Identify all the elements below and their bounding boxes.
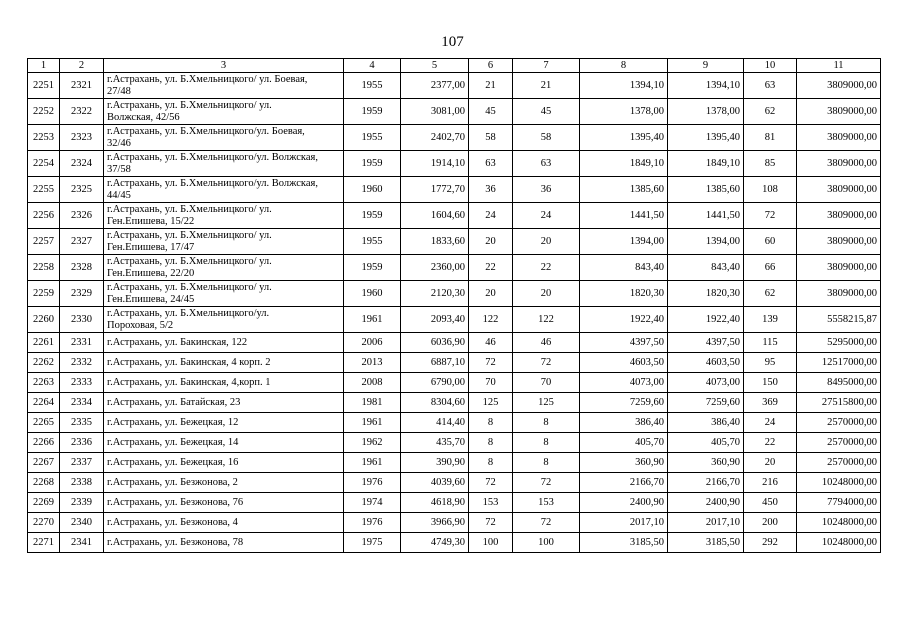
living-area-cell: 1394,10 bbox=[580, 73, 668, 99]
record-number-cell: 2337 bbox=[60, 453, 104, 473]
year-cell: 1961 bbox=[344, 413, 401, 433]
table-row bbox=[28, 373, 881, 393]
table-row bbox=[28, 493, 881, 513]
living-area-cell: 2166,70 bbox=[580, 473, 668, 493]
table-row bbox=[28, 533, 881, 553]
address-cell bbox=[104, 353, 344, 373]
area-total-cell: 6887,10 bbox=[401, 353, 469, 373]
row-index-cell: 2253 bbox=[28, 125, 60, 151]
column-header: 10 bbox=[744, 59, 797, 73]
apartments-count-cell: 8 bbox=[513, 453, 580, 473]
apartments-cell: 100 bbox=[469, 533, 513, 553]
living-area-cell: 1395,40 bbox=[580, 125, 668, 151]
apartments-count-cell: 20 bbox=[513, 229, 580, 255]
address-text: г.Астрахань, ул. Б.Хмельницкого/ул. Боевая, 32/46 bbox=[107, 125, 305, 149]
apartments-cell: 58 bbox=[469, 125, 513, 151]
area-total-cell: 4618,90 bbox=[401, 493, 469, 513]
living-area-cell: 2400,90 bbox=[580, 493, 668, 513]
column-header: 4 bbox=[344, 59, 401, 73]
address-text: г.Астрахань, ул. Бакинская, 4,корп. 1 bbox=[107, 376, 271, 388]
address-text: г.Астрахань, ул. Батайская, 23 bbox=[107, 396, 241, 408]
residents-cell: 22 bbox=[744, 433, 797, 453]
apartments-count-cell: 46 bbox=[513, 333, 580, 353]
record-number-cell: 2322 bbox=[60, 99, 104, 125]
address-text: г.Астрахань, ул. Безжонова, 76 bbox=[107, 496, 244, 508]
apartments-cell: 21 bbox=[469, 73, 513, 99]
living-area-cell: 843,40 bbox=[580, 255, 668, 281]
area-total-cell: 414,40 bbox=[401, 413, 469, 433]
row-index-cell: 2256 bbox=[28, 203, 60, 229]
area-total-cell: 2360,00 bbox=[401, 255, 469, 281]
address-text: г.Астрахань, ул. Б.Хмельницкого/ ул. Волжская, 42/56 bbox=[107, 99, 272, 123]
row-index-cell: 2259 bbox=[28, 281, 60, 307]
apartments-cell: 72 bbox=[469, 353, 513, 373]
record-number-cell: 2331 bbox=[60, 333, 104, 353]
table-row bbox=[28, 255, 881, 281]
record-number-cell: 2329 bbox=[60, 281, 104, 307]
table-row bbox=[28, 353, 881, 373]
row-index-cell: 2258 bbox=[28, 255, 60, 281]
column-header: 1 bbox=[28, 59, 60, 73]
apartments-cell: 20 bbox=[469, 281, 513, 307]
apartments-count-cell: 70 bbox=[513, 373, 580, 393]
row-index-cell: 2260 bbox=[28, 307, 60, 333]
area-total-cell: 3081,00 bbox=[401, 99, 469, 125]
table-body bbox=[28, 73, 881, 553]
apartments-cell: 36 bbox=[469, 177, 513, 203]
area-total-cell: 2377,00 bbox=[401, 73, 469, 99]
amount-cell: 2570000,00 bbox=[797, 433, 881, 453]
living-area-cell: 4603,50 bbox=[580, 353, 668, 373]
year-cell: 1960 bbox=[344, 177, 401, 203]
record-number-cell: 2333 bbox=[60, 373, 104, 393]
year-cell: 1976 bbox=[344, 513, 401, 533]
apartments-cell: 153 bbox=[469, 493, 513, 513]
row-index-cell: 2266 bbox=[28, 433, 60, 453]
address-cell bbox=[104, 393, 344, 413]
amount-cell: 3809000,00 bbox=[797, 99, 881, 125]
area-total-cell: 6036,90 bbox=[401, 333, 469, 353]
residents-cell: 66 bbox=[744, 255, 797, 281]
table-row bbox=[28, 125, 881, 151]
residents-cell: 62 bbox=[744, 99, 797, 125]
table-row bbox=[28, 229, 881, 255]
living-area-cell: 386,40 bbox=[580, 413, 668, 433]
residents-cell: 24 bbox=[744, 413, 797, 433]
apartments-cell: 8 bbox=[469, 413, 513, 433]
record-number-cell: 2335 bbox=[60, 413, 104, 433]
year-cell: 1974 bbox=[344, 493, 401, 513]
area-total-cell: 1914,10 bbox=[401, 151, 469, 177]
table-row bbox=[28, 433, 881, 453]
area-total-cell: 3966,90 bbox=[401, 513, 469, 533]
residents-cell: 150 bbox=[744, 373, 797, 393]
address-cell bbox=[104, 533, 344, 553]
year-cell: 1975 bbox=[344, 533, 401, 553]
address-cell bbox=[104, 125, 344, 151]
residents-cell: 85 bbox=[744, 151, 797, 177]
apartments-count-cell: 100 bbox=[513, 533, 580, 553]
area-total-cell: 2093,40 bbox=[401, 307, 469, 333]
address-cell bbox=[104, 433, 344, 453]
amount-cell: 5558215,87 bbox=[797, 307, 881, 333]
address-cell bbox=[104, 493, 344, 513]
address-cell bbox=[104, 413, 344, 433]
amount-cell: 10248000,00 bbox=[797, 533, 881, 553]
record-number-cell: 2338 bbox=[60, 473, 104, 493]
table-row bbox=[28, 203, 881, 229]
residents-cell: 369 bbox=[744, 393, 797, 413]
record-number-cell: 2321 bbox=[60, 73, 104, 99]
table-row bbox=[28, 513, 881, 533]
year-cell: 1959 bbox=[344, 255, 401, 281]
living-area-cell: 1441,50 bbox=[580, 203, 668, 229]
amount-cell: 3809000,00 bbox=[797, 73, 881, 99]
address-cell bbox=[104, 473, 344, 493]
column-header: 6 bbox=[469, 59, 513, 73]
apartments-count-cell: 63 bbox=[513, 151, 580, 177]
column-header: 2 bbox=[60, 59, 104, 73]
amount-cell: 27515800,00 bbox=[797, 393, 881, 413]
apartments-cell: 72 bbox=[469, 513, 513, 533]
residents-cell: 200 bbox=[744, 513, 797, 533]
apartments-count-cell: 72 bbox=[513, 473, 580, 493]
apartments-cell: 122 bbox=[469, 307, 513, 333]
address-text: г.Астрахань, ул. Бежецкая, 16 bbox=[107, 456, 239, 468]
apartments-count-cell: 36 bbox=[513, 177, 580, 203]
area-total-cell: 1604,60 bbox=[401, 203, 469, 229]
area-total-cell: 6790,00 bbox=[401, 373, 469, 393]
page-number: 107 bbox=[441, 34, 464, 50]
row-index-cell: 2268 bbox=[28, 473, 60, 493]
record-number-cell: 2323 bbox=[60, 125, 104, 151]
area-total-cell: 4039,60 bbox=[401, 473, 469, 493]
year-cell: 1959 bbox=[344, 203, 401, 229]
year-cell: 1961 bbox=[344, 307, 401, 333]
address-cell bbox=[104, 151, 344, 177]
year-cell: 1961 bbox=[344, 453, 401, 473]
residents-cell: 72 bbox=[744, 203, 797, 229]
amount-cell: 3809000,00 bbox=[797, 255, 881, 281]
row-index-cell: 2271 bbox=[28, 533, 60, 553]
living-area-2-cell: 1385,60 bbox=[668, 177, 744, 203]
address-cell bbox=[104, 453, 344, 473]
residents-cell: 81 bbox=[744, 125, 797, 151]
residents-cell: 62 bbox=[744, 281, 797, 307]
apartments-cell: 22 bbox=[469, 255, 513, 281]
amount-cell: 3809000,00 bbox=[797, 125, 881, 151]
address-text: г.Астрахань, ул. Б.Хмельницкого/ул. Волжская, 44/45 bbox=[107, 177, 318, 201]
area-total-cell: 2120,30 bbox=[401, 281, 469, 307]
address-text: г.Астрахань, ул. Б.Хмельницкого/ ул. Ген.Епишева, 22/20 bbox=[107, 255, 272, 279]
year-cell: 1955 bbox=[344, 229, 401, 255]
table-row bbox=[28, 99, 881, 125]
table-row bbox=[28, 453, 881, 473]
living-area-2-cell: 2166,70 bbox=[668, 473, 744, 493]
table-row bbox=[28, 333, 881, 353]
year-cell: 2006 bbox=[344, 333, 401, 353]
address-text: г.Астрахань, ул. Бежецкая, 14 bbox=[107, 436, 239, 448]
area-total-cell: 390,90 bbox=[401, 453, 469, 473]
residents-cell: 20 bbox=[744, 453, 797, 473]
row-index-cell: 2270 bbox=[28, 513, 60, 533]
living-area-cell: 1394,00 bbox=[580, 229, 668, 255]
residents-cell: 292 bbox=[744, 533, 797, 553]
table-row bbox=[28, 177, 881, 203]
area-total-cell: 8304,60 bbox=[401, 393, 469, 413]
apartments-count-cell: 122 bbox=[513, 307, 580, 333]
address-cell bbox=[104, 333, 344, 353]
address-text: г.Астрахань, ул. Б.Хмельницкого/ ул. Ген.Епишева, 24/45 bbox=[107, 281, 272, 305]
row-index-cell: 2267 bbox=[28, 453, 60, 473]
record-number-cell: 2327 bbox=[60, 229, 104, 255]
column-header: 3 bbox=[104, 59, 344, 73]
table-row bbox=[28, 73, 881, 99]
apartments-cell: 45 bbox=[469, 99, 513, 125]
record-number-cell: 2332 bbox=[60, 353, 104, 373]
area-total-cell: 1833,60 bbox=[401, 229, 469, 255]
row-index-cell: 2254 bbox=[28, 151, 60, 177]
address-text: г.Астрахань, ул. Б.Хмельницкого/ ул. Боевая, 27/48 bbox=[107, 73, 308, 97]
table-row bbox=[28, 413, 881, 433]
living-area-2-cell: 2017,10 bbox=[668, 513, 744, 533]
year-cell: 1976 bbox=[344, 473, 401, 493]
living-area-2-cell: 1820,30 bbox=[668, 281, 744, 307]
address-cell bbox=[104, 307, 344, 333]
living-area-cell: 1820,30 bbox=[580, 281, 668, 307]
row-index-cell: 2263 bbox=[28, 373, 60, 393]
residents-cell: 450 bbox=[744, 493, 797, 513]
residents-cell: 108 bbox=[744, 177, 797, 203]
area-total-cell: 435,70 bbox=[401, 433, 469, 453]
residents-cell: 115 bbox=[744, 333, 797, 353]
apartments-cell: 125 bbox=[469, 393, 513, 413]
table-row bbox=[28, 473, 881, 493]
address-text: г.Астрахань, ул. Бежецкая, 12 bbox=[107, 416, 239, 428]
row-index-cell: 2255 bbox=[28, 177, 60, 203]
apartments-cell: 70 bbox=[469, 373, 513, 393]
apartments-count-cell: 72 bbox=[513, 513, 580, 533]
residents-cell: 95 bbox=[744, 353, 797, 373]
apartments-count-cell: 125 bbox=[513, 393, 580, 413]
row-index-cell: 2264 bbox=[28, 393, 60, 413]
row-index-cell: 2262 bbox=[28, 353, 60, 373]
table-row bbox=[28, 281, 881, 307]
year-cell: 1960 bbox=[344, 281, 401, 307]
address-text: г.Астрахань, ул. Б.Хмельницкого/ ул. Ген.Епишева, 15/22 bbox=[107, 203, 272, 227]
living-area-2-cell: 386,40 bbox=[668, 413, 744, 433]
apartments-count-cell: 24 bbox=[513, 203, 580, 229]
year-cell: 2013 bbox=[344, 353, 401, 373]
amount-cell: 3809000,00 bbox=[797, 203, 881, 229]
record-number-cell: 2334 bbox=[60, 393, 104, 413]
address-cell bbox=[104, 73, 344, 99]
area-total-cell: 2402,70 bbox=[401, 125, 469, 151]
apartments-cell: 20 bbox=[469, 229, 513, 255]
table-row bbox=[28, 393, 881, 413]
living-area-cell: 1385,60 bbox=[580, 177, 668, 203]
year-cell: 2008 bbox=[344, 373, 401, 393]
living-area-2-cell: 1394,10 bbox=[668, 73, 744, 99]
amount-cell: 2570000,00 bbox=[797, 453, 881, 473]
apartments-cell: 24 bbox=[469, 203, 513, 229]
address-cell bbox=[104, 513, 344, 533]
living-area-2-cell: 2400,90 bbox=[668, 493, 744, 513]
living-area-2-cell: 1922,40 bbox=[668, 307, 744, 333]
record-number-cell: 2330 bbox=[60, 307, 104, 333]
living-area-cell: 1849,10 bbox=[580, 151, 668, 177]
record-number-cell: 2339 bbox=[60, 493, 104, 513]
apartments-count-cell: 20 bbox=[513, 281, 580, 307]
housing-register-table bbox=[27, 58, 881, 553]
record-number-cell: 2326 bbox=[60, 203, 104, 229]
apartments-cell: 8 bbox=[469, 453, 513, 473]
row-index-cell: 2269 bbox=[28, 493, 60, 513]
table-row bbox=[28, 307, 881, 333]
area-total-cell: 1772,70 bbox=[401, 177, 469, 203]
amount-cell: 3809000,00 bbox=[797, 229, 881, 255]
amount-cell: 10248000,00 bbox=[797, 473, 881, 493]
amount-cell: 5295000,00 bbox=[797, 333, 881, 353]
living-area-cell: 405,70 bbox=[580, 433, 668, 453]
address-text: г.Астрахань, ул. Бакинская, 4 корп. 2 bbox=[107, 356, 271, 368]
year-cell: 1955 bbox=[344, 125, 401, 151]
residents-cell: 216 bbox=[744, 473, 797, 493]
apartments-count-cell: 8 bbox=[513, 433, 580, 453]
address-cell bbox=[104, 177, 344, 203]
column-header: 8 bbox=[580, 59, 668, 73]
header-row bbox=[28, 59, 881, 73]
address-text: г.Астрахань, ул. Безжонова, 2 bbox=[107, 476, 238, 488]
living-area-2-cell: 1395,40 bbox=[668, 125, 744, 151]
living-area-2-cell: 4397,50 bbox=[668, 333, 744, 353]
apartments-count-cell: 8 bbox=[513, 413, 580, 433]
year-cell: 1959 bbox=[344, 99, 401, 125]
column-header: 9 bbox=[668, 59, 744, 73]
living-area-cell: 7259,60 bbox=[580, 393, 668, 413]
apartments-count-cell: 153 bbox=[513, 493, 580, 513]
record-number-cell: 2324 bbox=[60, 151, 104, 177]
living-area-2-cell: 1441,50 bbox=[668, 203, 744, 229]
row-index-cell: 2261 bbox=[28, 333, 60, 353]
living-area-2-cell: 4073,00 bbox=[668, 373, 744, 393]
living-area-2-cell: 1849,10 bbox=[668, 151, 744, 177]
living-area-cell: 1378,00 bbox=[580, 99, 668, 125]
row-index-cell: 2251 bbox=[28, 73, 60, 99]
living-area-cell: 360,90 bbox=[580, 453, 668, 473]
column-header: 11 bbox=[797, 59, 881, 73]
living-area-cell: 1922,40 bbox=[580, 307, 668, 333]
table-row bbox=[28, 151, 881, 177]
apartments-cell: 8 bbox=[469, 433, 513, 453]
year-cell: 1981 bbox=[344, 393, 401, 413]
living-area-cell: 2017,10 bbox=[580, 513, 668, 533]
apartments-count-cell: 22 bbox=[513, 255, 580, 281]
apartments-count-cell: 45 bbox=[513, 99, 580, 125]
address-text: г.Астрахань, ул. Бакинская, 122 bbox=[107, 336, 248, 348]
living-area-2-cell: 405,70 bbox=[668, 433, 744, 453]
living-area-2-cell: 843,40 bbox=[668, 255, 744, 281]
apartments-count-cell: 58 bbox=[513, 125, 580, 151]
column-header: 7 bbox=[513, 59, 580, 73]
address-text: г.Астрахань, ул. Б.Хмельницкого/ ул. Ген.Епишева, 17/47 bbox=[107, 229, 272, 253]
amount-cell: 3809000,00 bbox=[797, 177, 881, 203]
record-number-cell: 2336 bbox=[60, 433, 104, 453]
record-number-cell: 2325 bbox=[60, 177, 104, 203]
apartments-cell: 63 bbox=[469, 151, 513, 177]
living-area-cell: 4397,50 bbox=[580, 333, 668, 353]
amount-cell: 8495000,00 bbox=[797, 373, 881, 393]
amount-cell: 3809000,00 bbox=[797, 151, 881, 177]
amount-cell: 7794000,00 bbox=[797, 493, 881, 513]
amount-cell: 12517000,00 bbox=[797, 353, 881, 373]
row-index-cell: 2252 bbox=[28, 99, 60, 125]
living-area-2-cell: 3185,50 bbox=[668, 533, 744, 553]
record-number-cell: 2341 bbox=[60, 533, 104, 553]
amount-cell: 3809000,00 bbox=[797, 281, 881, 307]
address-text: г.Астрахань, ул. Безжонова, 4 bbox=[107, 516, 238, 528]
area-total-cell: 4749,30 bbox=[401, 533, 469, 553]
row-index-cell: 2257 bbox=[28, 229, 60, 255]
address-cell bbox=[104, 229, 344, 255]
apartments-cell: 46 bbox=[469, 333, 513, 353]
living-area-cell: 4073,00 bbox=[580, 373, 668, 393]
record-number-cell: 2340 bbox=[60, 513, 104, 533]
living-area-2-cell: 360,90 bbox=[668, 453, 744, 473]
residents-cell: 139 bbox=[744, 307, 797, 333]
address-cell bbox=[104, 99, 344, 125]
year-cell: 1962 bbox=[344, 433, 401, 453]
amount-cell: 2570000,00 bbox=[797, 413, 881, 433]
apartments-cell: 72 bbox=[469, 473, 513, 493]
living-area-2-cell: 1394,00 bbox=[668, 229, 744, 255]
year-cell: 1959 bbox=[344, 151, 401, 177]
living-area-2-cell: 1378,00 bbox=[668, 99, 744, 125]
address-cell bbox=[104, 373, 344, 393]
address-cell bbox=[104, 281, 344, 307]
address-cell bbox=[104, 255, 344, 281]
apartments-count-cell: 21 bbox=[513, 73, 580, 99]
residents-cell: 60 bbox=[744, 229, 797, 255]
living-area-2-cell: 7259,60 bbox=[668, 393, 744, 413]
address-text: г.Астрахань, ул. Безжонова, 78 bbox=[107, 536, 244, 548]
living-area-2-cell: 4603,50 bbox=[668, 353, 744, 373]
address-text: г.Астрахань, ул. Б.Хмельницкого/ул. Волжская, 37/58 bbox=[107, 151, 318, 175]
living-area-cell: 3185,50 bbox=[580, 533, 668, 553]
record-number-cell: 2328 bbox=[60, 255, 104, 281]
address-text: г.Астрахань, ул. Б.Хмельницкого/ул. Пороховая, 5/2 bbox=[107, 307, 270, 331]
row-index-cell: 2265 bbox=[28, 413, 60, 433]
address-cell bbox=[104, 203, 344, 229]
residents-cell: 63 bbox=[744, 73, 797, 99]
year-cell: 1955 bbox=[344, 73, 401, 99]
amount-cell: 10248000,00 bbox=[797, 513, 881, 533]
apartments-count-cell: 72 bbox=[513, 353, 580, 373]
column-header: 5 bbox=[401, 59, 469, 73]
